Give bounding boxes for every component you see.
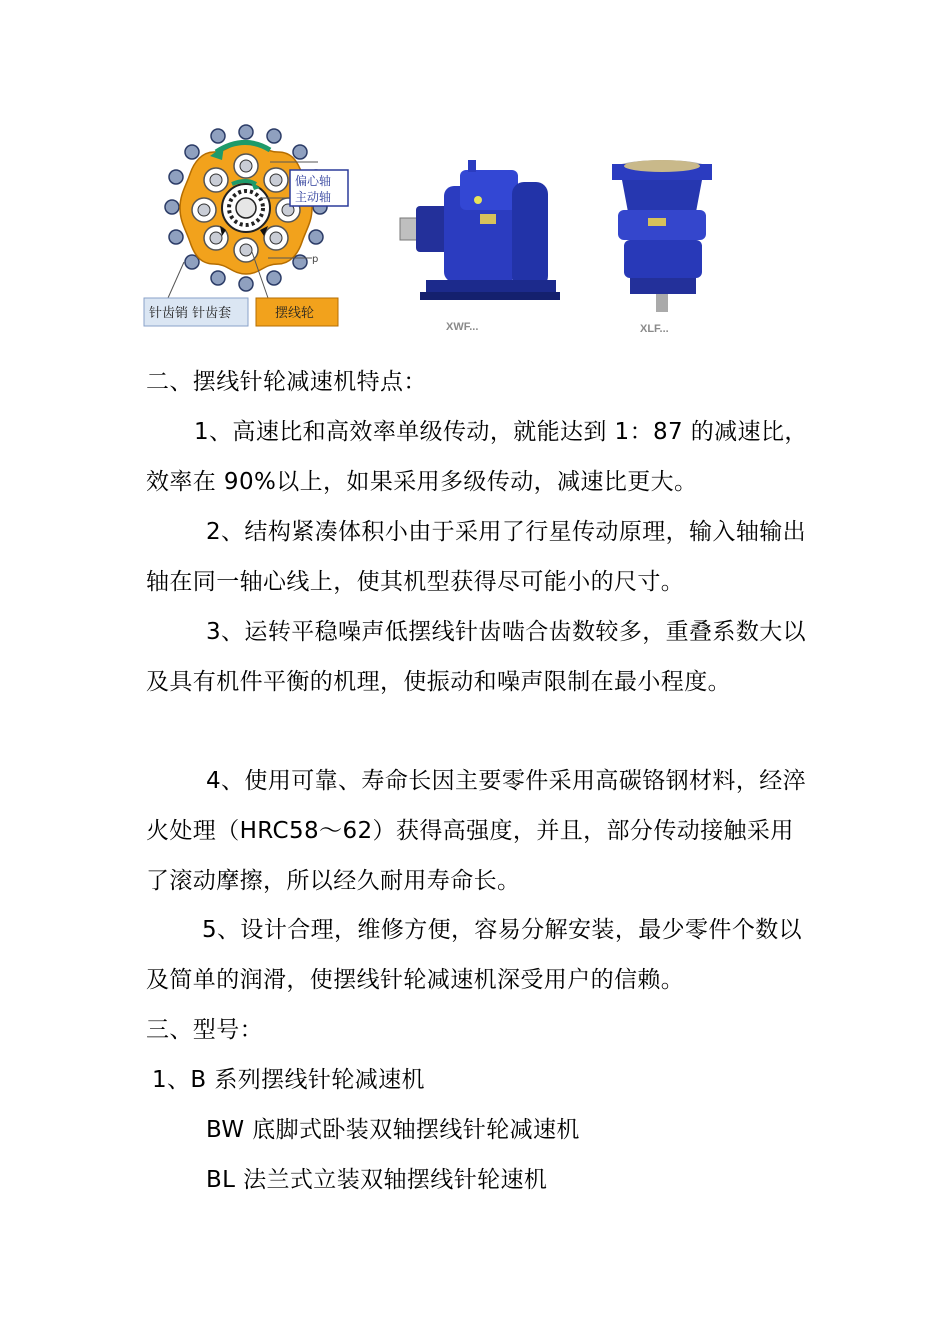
p-label: p	[312, 254, 319, 265]
section2-heading: 二、摆线针轮减速机特点：	[146, 369, 427, 395]
feature-item-5: 5、设计合理，维修方便，容易分解安装，最少零件个数以及简单的润滑，使摆线针轮减速机深受用户的信赖。	[146, 917, 803, 993]
feature-item-2: 2、结构紧凑体积小由于采用了行星传动原理，输入轴输出轴在同一轴心线上，使其机型获得尽可能小的尺寸。	[146, 519, 807, 595]
product-xwf-caption: XWF...	[446, 321, 479, 332]
eccentric-shaft-label: 偏心轴	[295, 174, 332, 188]
feature-item-3: 3、运转平稳噪声低摆线针齿啮合齿数较多，重叠系数大以及具有机件平衡的机理，使振动和噪声限制在最小程度。	[146, 619, 807, 695]
product-xwf-image	[396, 152, 566, 332]
series-title: 1、B 系列摆线针轮减速机	[152, 1067, 425, 1093]
product-xlf-caption: XLF...	[640, 323, 669, 335]
pin-label: 针齿销 针齿套	[149, 306, 232, 321]
cycloid-diagram	[140, 122, 350, 332]
feature-item-4: 4、使用可靠、寿命长因主要零件采用高碳铬钢材料，经淬火处理（HRC58～62）获得高强度，并且，部分传动接触采用了滚动摩擦，所以经久耐用寿命长。	[146, 768, 807, 894]
section3-heading: 三、型号：	[146, 1017, 263, 1043]
drive-shaft-label: 主动轴	[295, 190, 332, 204]
model-bl: BL 法兰式立装双轴摆线针轮速机	[206, 1167, 548, 1193]
feature-item-1: 1、高速比和高效率单级传动，就能达到 1：87 的减速比，效率在 90%以上，如果采用多级传动，减速比更大。	[146, 419, 808, 495]
model-bw: BW 底脚式卧装双轴摆线针轮减速机	[206, 1117, 580, 1143]
cycloid-wheel-label: 摆线轮	[275, 306, 315, 321]
product-xlf-image	[604, 152, 724, 338]
